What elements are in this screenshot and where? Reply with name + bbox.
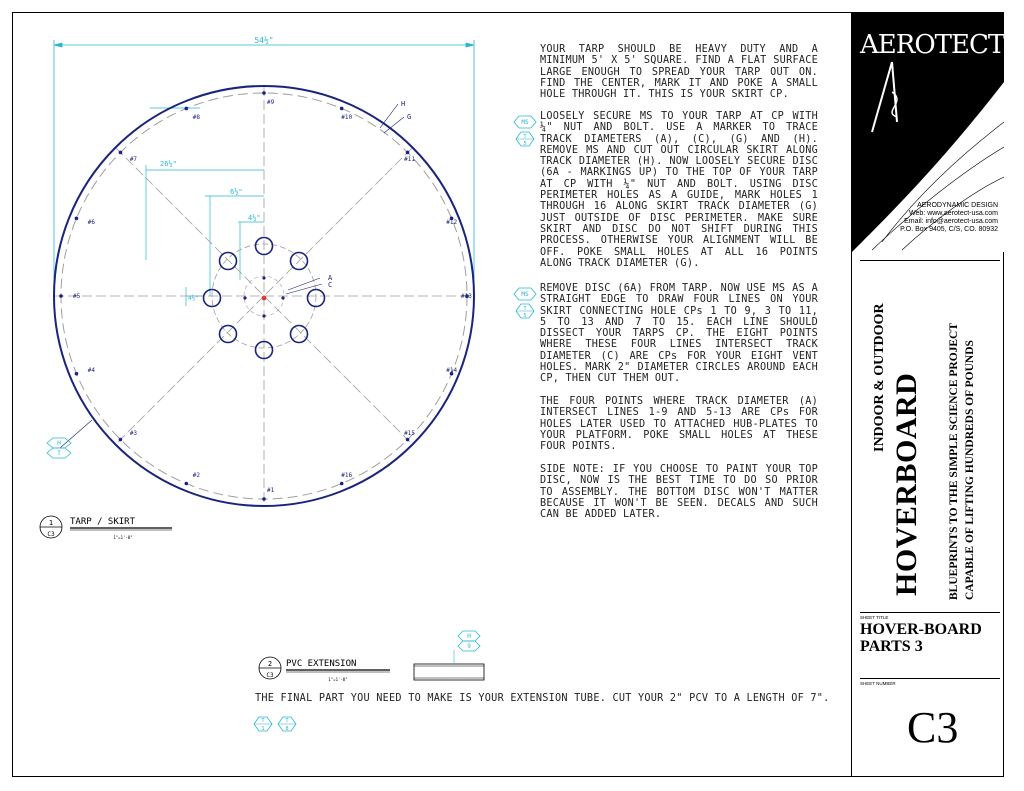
dimension-4a: 4½" (248, 214, 261, 222)
radius-dimension (146, 108, 264, 306)
reference-badges (512, 112, 538, 332)
h9-top: H (467, 633, 471, 640)
one-label: 1 (261, 726, 265, 732)
perimeter-hole-label: #7 (129, 155, 138, 163)
detail-2-scale: 1"=1'-0" (328, 677, 348, 682)
perimeter-hole-label: #16 (341, 472, 353, 480)
detail-2-sheet: C3 (266, 672, 274, 679)
detail-1-caption (38, 514, 208, 544)
sheet-number-label: SHEET NUMBER (860, 681, 896, 686)
perimeter-hole (340, 482, 344, 486)
detail-1-scale: 1"=1'-0" (113, 535, 133, 540)
company-line-2: Web: www.aerotect-usa.com (909, 210, 998, 217)
perimeter-hole-label: #8 (192, 113, 200, 121)
t-label: T (523, 134, 527, 140)
sheet-number: C3 (907, 703, 959, 752)
instruction-2: LOOSELY SECURE MS TO YOUR TARP AT CP WITH ¼" NUT AND BOLT. USE A MARKER TO TRACE TRACK DIAMETERS (A), (C), (G) AND (H). REMOVE MS AND CUT OUT CIRCULAR SKIRT ALONG TRACK DIAMETER (H). NOW LOOSELY SECURE DISC (6A - MARKINGS UP) TO THE TOP OF YOUR TARP AT CP WITH ¼" NUT AND BOLT. USING DISC PERIMETER HOLES AS A GUIDE, MARK HOLES 1 THROUGH 16 ALONG SKIRT TRACK DIAMETER (G) JUST OUTSIDE OF DISC PERIMETER. MAKE SURE SKIRT AND DISC DO NOT SHIFT DURING THIS PROCESS. OTHERWISE YOUR ALIGNMENT WILL BE OFF. POKE SMALL HOLES AT ALL 16 POINTS ALONG TRACK DIAMETER (G). (540, 111, 818, 269)
t-label: T (523, 306, 527, 312)
overall-dimension-label: 54½" (254, 36, 274, 45)
ht-top: H (57, 440, 61, 447)
perimeter-hole-label: #4 (87, 367, 96, 375)
tarp-skirt-drawing (0, 0, 530, 560)
perimeter-hole (185, 107, 189, 111)
perimeter-hole-label: #13 (461, 293, 472, 300)
vent-hole (220, 253, 237, 270)
tagline-1: BLUEPRINTS TO THE SIMPLE SCIENCE PROJECT (948, 322, 960, 600)
t-label: T (285, 718, 289, 724)
perimeter-hole-label: #10 (341, 113, 353, 121)
instruction-4: THE FOUR POINTS WHERE TRACK DIAMETER (A) INTERSECT LINES 1-9 AND 5-13 ARE CPs FOR HOLES LATER USED TO ATTACHED HUB-PLATES TO YOUR PLATFORM. POKE SMALL HOLES AT THESE FOUR POINTS. (540, 396, 818, 453)
logo-wordmark: AEROTECT (860, 30, 1004, 60)
sheet-title (860, 621, 982, 655)
tagline-2: CAPABLE OF LIFTING HUNDREDS OF POUNDS (964, 340, 976, 600)
dimension-6: 6½" (230, 188, 243, 196)
project-subtitle: INDOOR & OUTDOOR (872, 303, 887, 452)
instruction-3: REMOVE DISC (6A) FROM TARP. NOW USE MS AS A STRAIGHT EDGE TO DRAW FOUR LINES ON YOUR SKIRT CONNECTING HOLE CPs 1 TO 9, 3 TO 11, 5 TO 13 AND 7 TO 15. EACH LINE SHOULD DISSECT YOUR TARPS CP. THE EIGHT POINTS WHERE THESE FOUR LINES INTERSECT TRACK DIAMETER (C) ARE CPs FOR YOUR EIGHT VENT HOLES. MARK 2" DIAMETER CIRCLES AROUND EACH CP, THEN CUT THEM OUT. (540, 283, 818, 385)
perimeter-hole-label: #1 (267, 487, 275, 494)
sheet-title-line-2: PARTS 3 (860, 638, 923, 655)
five-label: 5 (523, 141, 527, 147)
perimeter-hole (406, 151, 410, 155)
perimeter-hole-label: #14 (446, 367, 458, 375)
detail-tag-ht (47, 438, 71, 458)
label-a: A (328, 274, 333, 282)
detail-1-number: 1 (48, 519, 54, 527)
vent-hole (291, 326, 308, 343)
company-line-4: P.O. Box 9405, C/S, CO. 80932 (900, 226, 998, 233)
perimeter-hole (340, 107, 344, 111)
title-block (851, 12, 1004, 777)
perimeter-hole-label: #3 (129, 430, 138, 438)
perimeter-hole-label: #9 (267, 99, 275, 106)
detail-1-title: TARP / SKIRT (70, 517, 136, 527)
dimension-26: 26½" (160, 160, 177, 168)
perimeter-hole-label: #11 (404, 155, 416, 163)
ms-label: MS (521, 119, 529, 126)
ms-label: MS (521, 291, 529, 298)
detail-tag-h9 (458, 631, 480, 651)
ms-badge-1 (514, 116, 536, 147)
perimeter-hole (59, 294, 63, 298)
divider (860, 678, 1000, 679)
detail-1-sheet: C3 (47, 531, 55, 538)
company-line-3: Email: info@aerotect-usa.com (904, 218, 998, 225)
instruction-5: SIDE NOTE: IF YOU CHOOSE TO PAINT YOUR TOP DISC, NOW IS THE BEST TIME TO DO SO PRIOR TO ASSEMBLY. THE BOTTOM DISC WON'T MATTER BECAUSE IT WON'T BE SEEN. DECALS AND SUCH CAN BE ADDED LATER. (540, 464, 818, 521)
h9-bottom: 9 (467, 643, 471, 650)
eight-label: 8 (285, 726, 289, 732)
divider (860, 612, 1000, 613)
callout-leaders (60, 104, 404, 448)
pvc-instruction: THE FINAL PART YOU NEED TO MAKE IS YOUR EXTENSION TUBE. CUT YOUR 2" PCV TO A LENGTH OF 7". (255, 693, 830, 704)
label-g: G (407, 113, 412, 121)
sheet-title-line-1: HOVER-BOARD (860, 621, 982, 638)
perimeter-hole (75, 217, 79, 221)
detail-2-number: 2 (267, 660, 273, 668)
label-h: H (401, 100, 406, 108)
pvc-tube (414, 664, 484, 680)
perimeter-hole-label: #15 (404, 430, 416, 438)
ht-bottom: T (57, 450, 61, 457)
company-line-1: AERODYNAMIC DESIGN (917, 202, 998, 209)
detail-2-title: PVC EXTENSION (286, 659, 357, 669)
perimeter-hole (406, 438, 410, 442)
t-label: T (261, 718, 265, 724)
five-label: 5 (523, 313, 527, 319)
perimeter-hole (119, 151, 123, 155)
company-info (900, 202, 998, 234)
pvc-extension-detail (250, 626, 810, 736)
project-title: HOVERBOARD (890, 372, 923, 596)
ms-badge-2 (514, 288, 536, 319)
perimeter-hole (262, 91, 266, 95)
perimeter-hole-label: #12 (446, 218, 458, 226)
perimeter-hole (75, 372, 79, 376)
perimeter-hole (119, 438, 123, 442)
divider (860, 260, 1000, 261)
pvc-badges (254, 717, 296, 732)
perimeter-hole-label: #2 (192, 472, 200, 480)
instruction-1: YOUR TARP SHOULD BE HEAVY DUTY AND A MINIMUM 5' X 5' SQUARE. FIND A FLAT SURFACE LARGE ENOUGH TO SPREAD YOUR TARP OUT ON. FIND THE CENTER, MARK IT AND POKE A SMALL HOLE THROUGH IT. THIS IS YOUR SKIRT CP. (540, 44, 818, 101)
dimension-4b: 4½" (188, 295, 199, 302)
label-c: C (328, 281, 333, 289)
perimeter-hole-label: #6 (87, 218, 96, 226)
perimeter-hole (185, 482, 189, 486)
center-point (262, 296, 267, 301)
perimeter-hole-label: #5 (73, 293, 81, 300)
sheet-title-label: SHEET TITLE (860, 615, 889, 620)
perimeter-hole (262, 497, 266, 501)
